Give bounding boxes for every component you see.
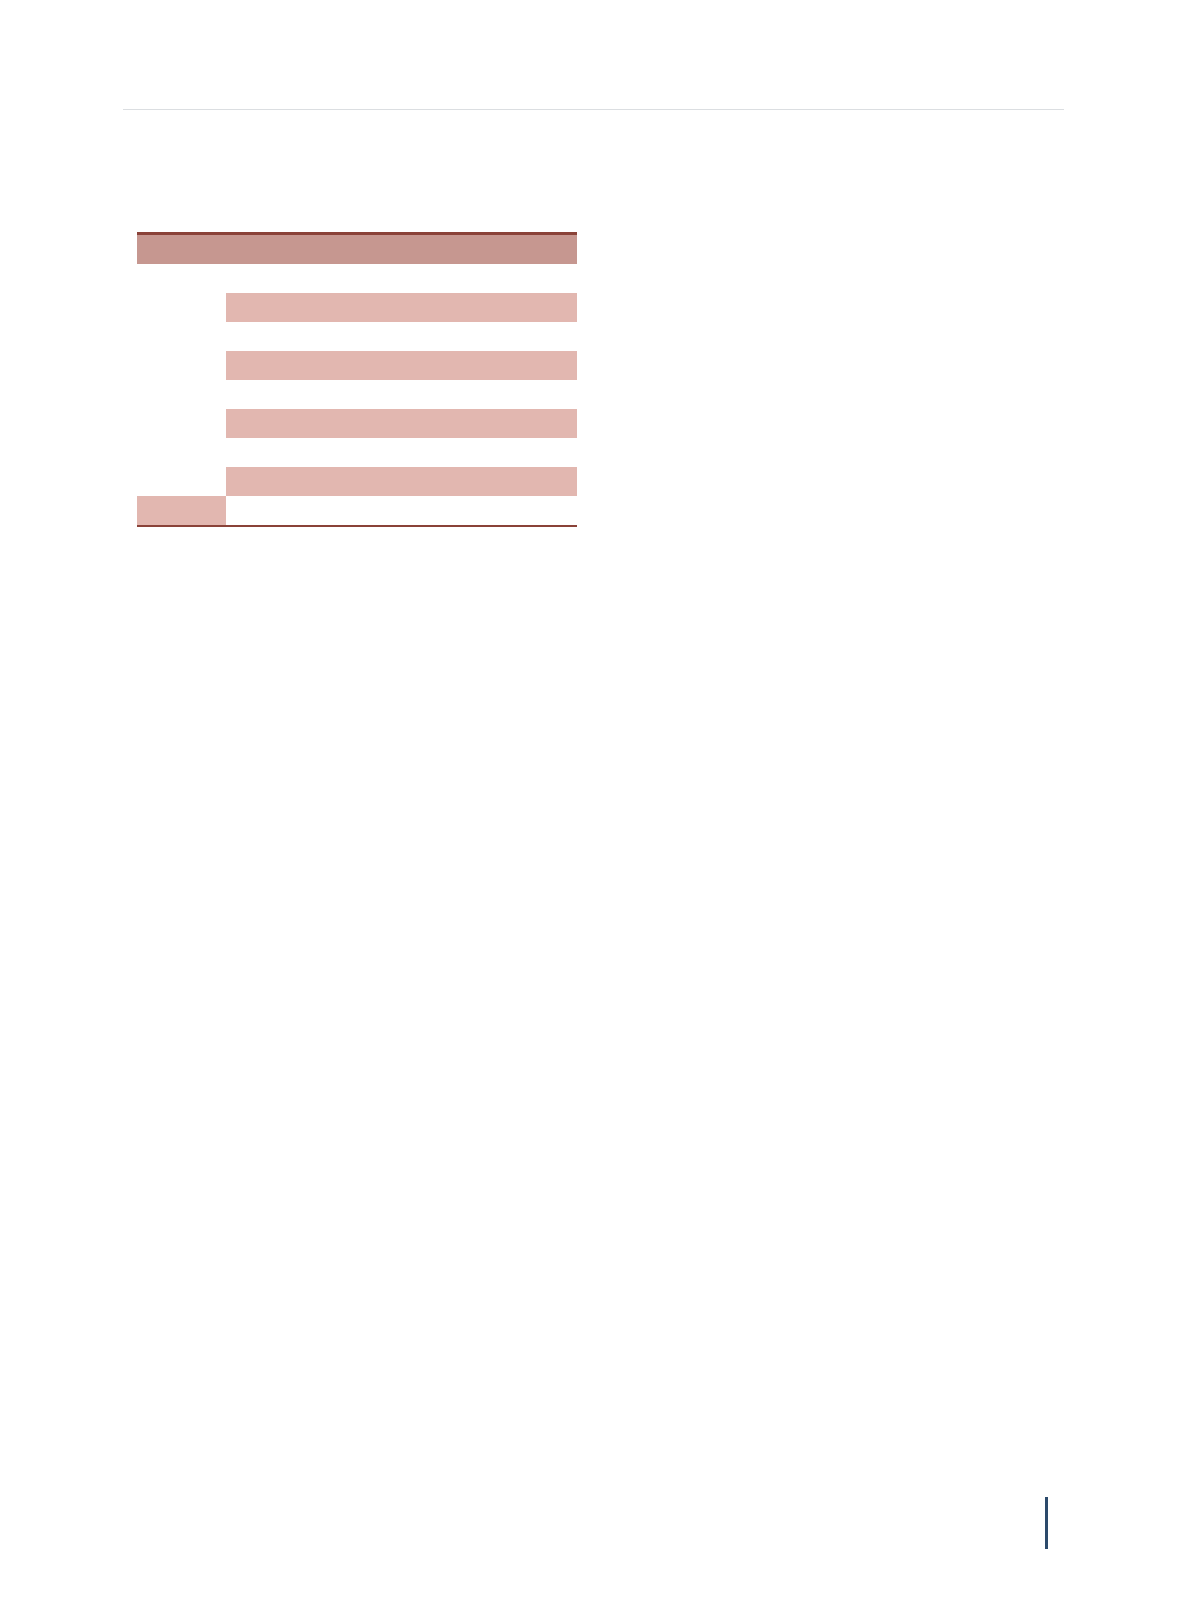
table-cell-material (226, 293, 431, 322)
table-row (137, 496, 577, 526)
table1-group-b (137, 496, 226, 526)
page-number (1048, 1516, 1057, 1530)
footer-section-label (1035, 1523, 1045, 1524)
table-cell-material (226, 496, 431, 526)
table-cell-material (226, 409, 431, 438)
table-cell-value (431, 438, 577, 467)
table1-header-value (431, 234, 577, 265)
table-cell-material (226, 322, 431, 351)
table-cell-material (226, 438, 431, 467)
table-cell-material (226, 264, 431, 293)
table-cell-material (226, 380, 431, 409)
table-cell-value (431, 409, 577, 438)
table1-header-row (137, 234, 577, 265)
table-cell-value (431, 322, 577, 351)
table-cell-value (431, 496, 577, 526)
page-body (123, 131, 1064, 559)
table-cell-value (431, 467, 577, 496)
page-footer (1035, 1497, 1058, 1549)
table1 (137, 232, 577, 527)
table1-header-group (137, 234, 226, 265)
left-column (123, 131, 577, 559)
table-cell-material (226, 351, 431, 380)
table-cell-value (431, 380, 577, 409)
table-cell-value (431, 351, 577, 380)
table1-header-material (226, 234, 431, 265)
table1-group-a (137, 264, 226, 496)
table-cell-value (431, 264, 577, 293)
right-column (610, 131, 1064, 559)
header-rule (123, 109, 1064, 110)
table-cell-material (226, 467, 431, 496)
table-row (137, 264, 577, 293)
table1-caption-zh (123, 200, 577, 222)
table-cell-value (431, 293, 577, 322)
